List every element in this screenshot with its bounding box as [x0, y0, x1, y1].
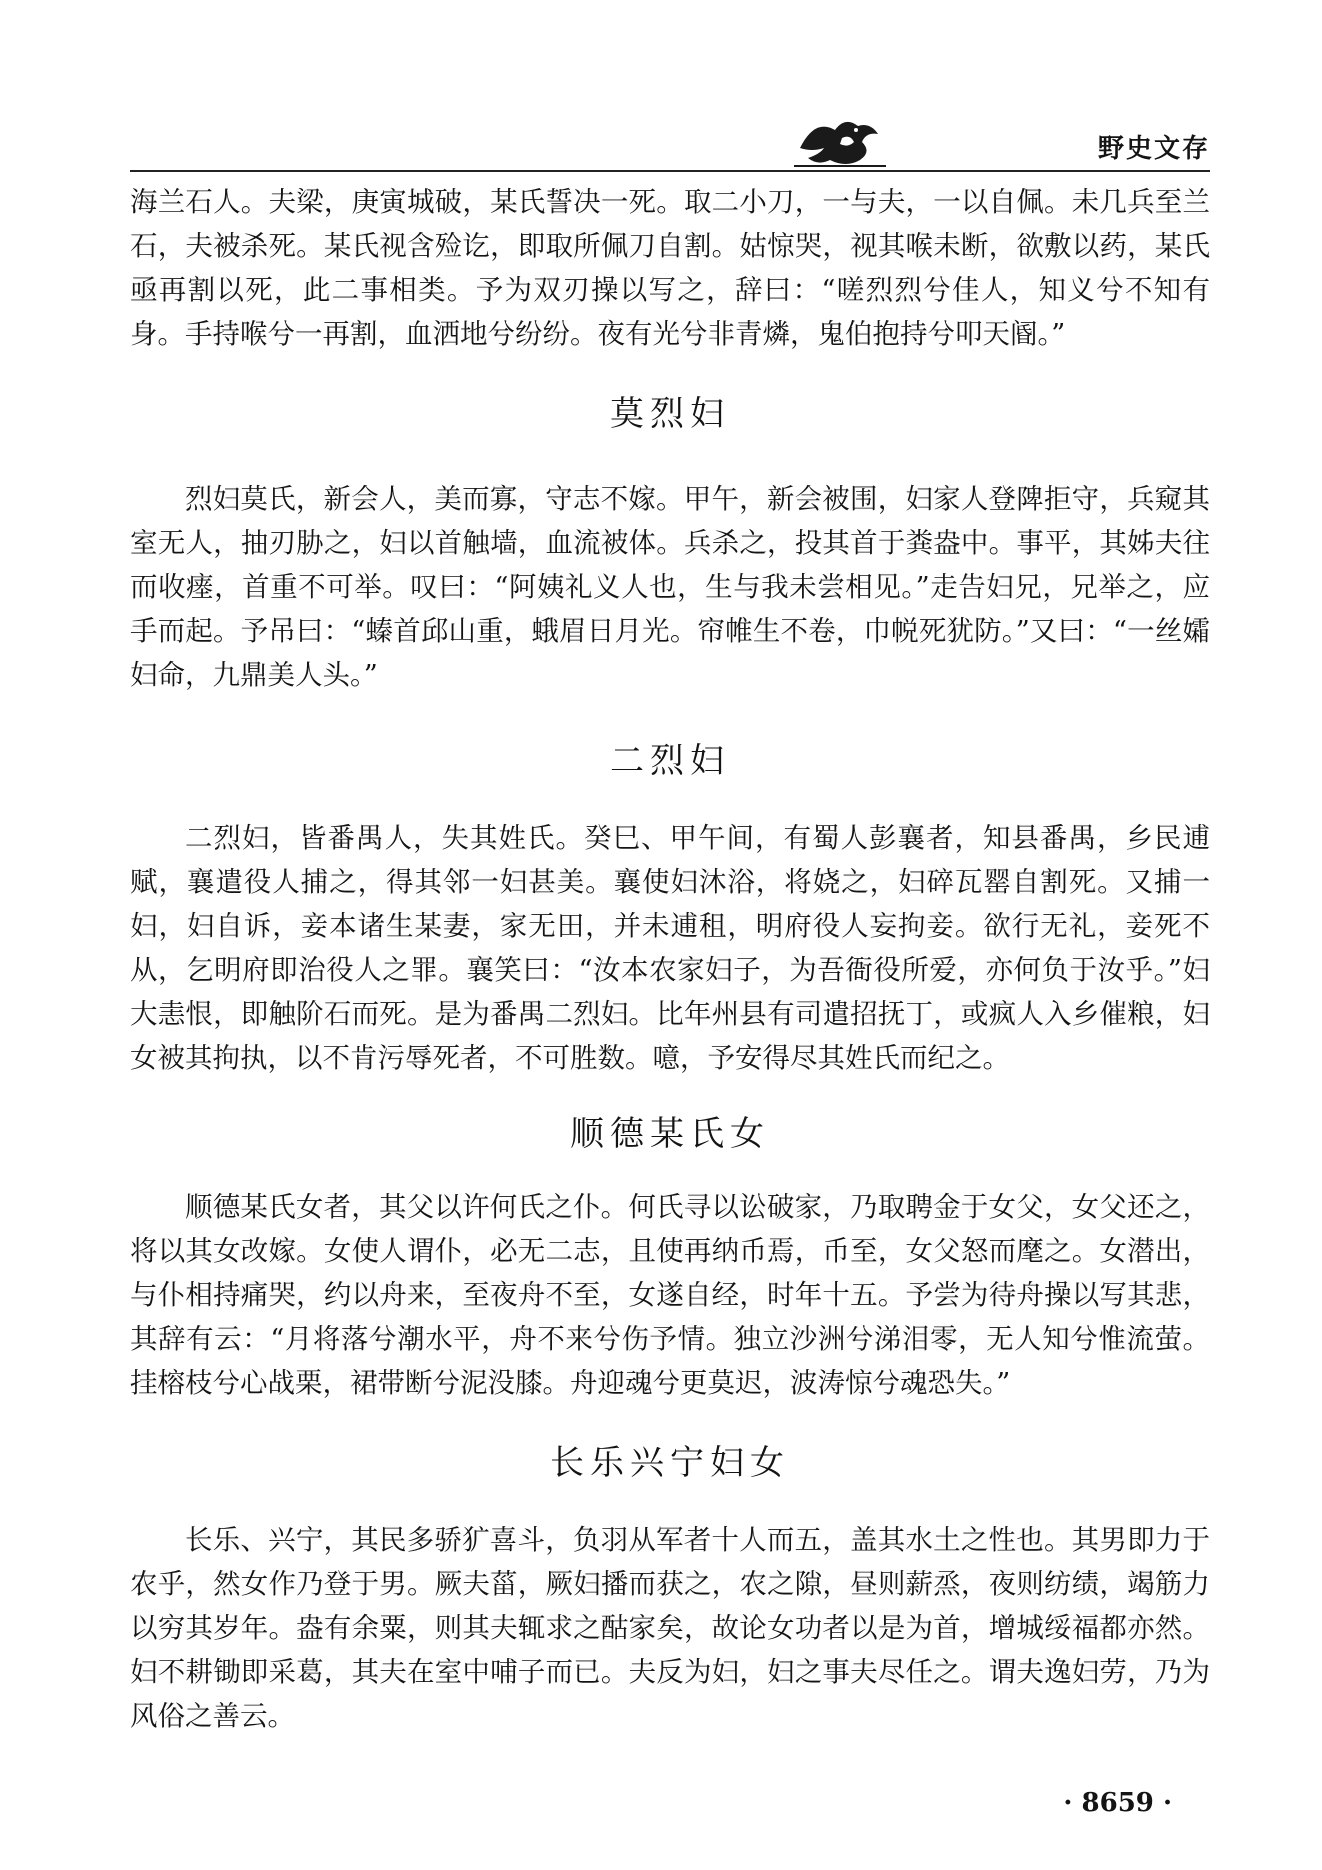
section-text-er-lie-fu: 二烈妇，皆番禺人，失其姓氏。癸巳、甲午间，有蜀人彭襄者，知县番禺，乡民逋赋，襄遣役人捕之，得其邻一妇甚美。襄使妇沐浴，将娆之，妇碎瓦罂自割死。又捕一妇，妇自诉，妾本诸生某妻，家无田，并未逋租，明府役人妄拘妾。欲行无礼，妾死不从，乞明府即治役人之罪。襄笑曰：“汝本农家妇子，为吾衙役所爱，亦何负于汝乎。”妇大恚恨，即触阶石而死。是为番禺二烈妇。比年州县有司遣招抚丁，或疯人入乡催粮，妇女被其拘执，以不肯污辱死者，不可胜数。噫，予安得尽其姓氏而纪之。: [130, 822, 1210, 1074]
page-content: [130, 180, 1210, 1738]
dragon-logo-icon: [790, 108, 890, 172]
header-rule: [130, 170, 1210, 172]
section-text-mo-lie-fu: 烈妇莫氏，新会人，美而寡，守志不嫁。甲午，新会被围，妇家人登陴拒守，兵窥其室无人，抽刃胁之，妇以首触墙，血流被体。兵杀之，投其首于粪盎中。事平，其姊夫往而收瘗，首重不可举。叹曰：“阿姨礼义人也，生与我未尝相见。”走告妇兄，兄举之，应手而起。予吊曰：“螓首邱山重，蛾眉日月光。帘帷生不卷，巾帨死犹防。”又曰：“一丝孀妇命，九鼎美人头。”: [130, 483, 1210, 691]
section-title-mo-lie-fu: 莫烈妇: [610, 394, 730, 434]
page-header: [130, 108, 1210, 172]
section-text-changle-xingning-funu: 长乐、兴宁，其民多骄犷喜斗，负羽从军者十人而五，盖其水土之性也。其男即力于农乎，然女作乃登于男。厥夫菑，厥妇播而获之，农之隙，昼则薪烝，夜则纺绩，竭筋力以穷其岁年。盎有余粟，则其夫辄求之酤家矣，故论女功者以是为首，增城绥福都亦然。妇不耕锄即采葛，其夫在室中哺子而已。夫反为妇，妇之事夫尽任之。谓夫逸妇劳，乃为风俗之善云。: [130, 1524, 1210, 1732]
header-title: 野史文存: [1097, 134, 1210, 164]
section-title-shunde-moushi-nu: 顺德某氏女: [570, 1114, 770, 1154]
intro-paragraph: 海兰石人。夫梁，庚寅城破，某氏誓决一死。取二小刀，一与夫，一以自佩。未几兵至兰石，夫被杀死。某氏视含殓讫，即取所佩刀自割。姑惊哭，视其喉未断，欲敷以药，某氏亟再割以死，此二事相类。予为双刃操以写之，辞曰：“嗟烈烈兮佳人，知义兮不知有身。手持喉兮一再割，血洒地兮纷纷。夜有光兮非青燐，鬼伯抱持兮叩天阍。”: [130, 186, 1210, 350]
page-number: · 8659 ·: [1063, 1788, 1172, 1818]
section-title-er-lie-fu: 二烈妇: [610, 741, 730, 781]
section-text-shunde-moushi-nu: 顺德某氏女者，其父以许何氏之仆。何氏寻以讼破家，乃取聘金于女父，女父还之，将以其女改嫁。女使人谓仆，必无二志，且使再纳币焉，币至，女父怒而麾之。女潜出，与仆相持痛哭，约以舟来，至夜舟不至，女遂自经，时年十五。予尝为待舟操以写其悲，其辞有云：“月将落兮潮水平，舟不来兮伤予情。独立沙洲兮涕泪零，无人知兮惟流萤。挂榕枝兮心战栗，裙带断兮泥没膝。舟迎魂兮更莫迟，波涛惊兮魂恐失。”: [130, 1191, 1210, 1399]
section-title-changle-xingning-funu: 长乐兴宁妇女: [550, 1443, 790, 1483]
